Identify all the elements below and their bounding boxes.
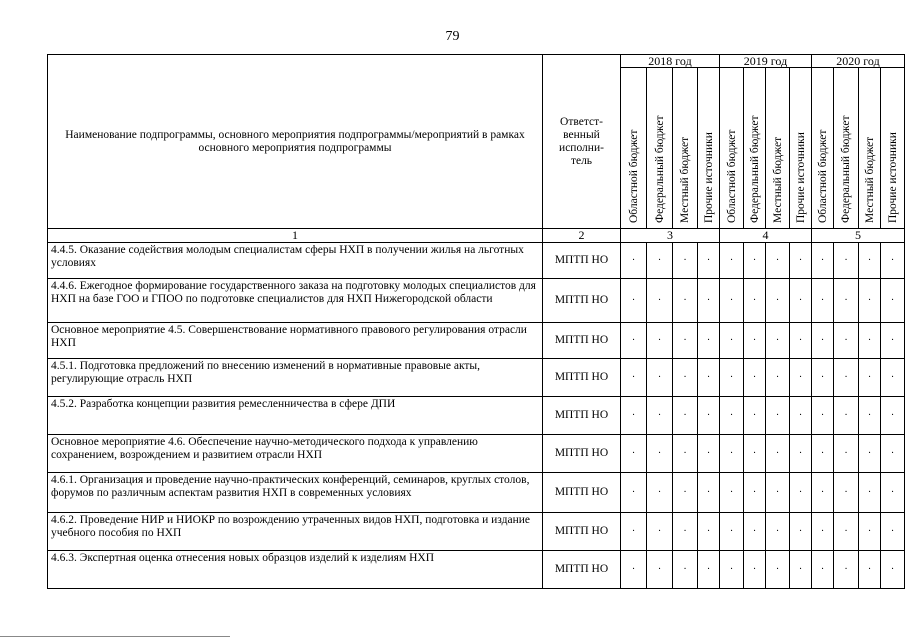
budget-cell: · — [621, 279, 647, 323]
budget-cell: · — [673, 279, 698, 323]
budget-cell: · — [720, 473, 744, 513]
budget-cell: · — [859, 473, 881, 513]
responsible-executor: МПТП НО — [543, 243, 621, 279]
table-row — [48, 279, 905, 323]
page-bottom-rule — [0, 636, 230, 637]
budget-column-label: Областной бюджет — [725, 129, 738, 223]
activity-name: Основное мероприятие 4.6. Обеспечение научно-методического подхода к управлению сохранением, возрождением и развитием отрасли НХП — [48, 435, 543, 473]
budget-cell: · — [698, 473, 720, 513]
budget-cell: · — [698, 397, 720, 435]
budget-cell: · — [720, 435, 744, 473]
activity-name: 4.6.1. Организация и проведение научно-практических конференций, семинаров, круглых столов, форумов по различным аспектам развития НХП в современных условиях — [48, 473, 543, 513]
budget-cell: · — [744, 513, 766, 551]
budget-column-header — [766, 68, 790, 229]
budget-cell: · — [744, 243, 766, 279]
budget-cell: · — [790, 243, 812, 279]
budget-cell: · — [720, 279, 744, 323]
budget-cell: · — [698, 279, 720, 323]
budget-cell: · — [673, 359, 698, 397]
budget-column-label: Местный бюджет — [679, 136, 691, 223]
budget-cell: · — [766, 397, 790, 435]
budget-column-label: Федеральный бюджет — [840, 115, 852, 223]
activity-name: 4.5.1. Подготовка предложений по внесению изменений в нормативные правовые акты, регулирующие отрасль НХП — [48, 359, 543, 397]
table-row — [48, 551, 905, 589]
budget-column-header — [698, 68, 720, 229]
column-number: 5 — [812, 229, 905, 243]
budget-cell: · — [790, 551, 812, 589]
table-row — [48, 359, 905, 397]
responsible-executor: МПТП НО — [543, 279, 621, 323]
budget-cell: · — [647, 435, 673, 473]
table-row — [48, 435, 905, 473]
budget-cell: · — [698, 243, 720, 279]
year-header: 2020 год — [812, 55, 905, 68]
budget-cell: · — [766, 513, 790, 551]
budget-cell: · — [790, 323, 812, 359]
budget-column-label: Местный бюджет — [863, 136, 876, 223]
budget-cell: · — [812, 279, 834, 323]
responsible-executor: МПТП НО — [543, 513, 621, 551]
budget-cell: · — [834, 359, 859, 397]
budget-cell: · — [698, 359, 720, 397]
budget-column-header — [790, 68, 812, 229]
budget-cell: · — [834, 513, 859, 551]
budget-cell: · — [859, 435, 881, 473]
budget-cell: · — [647, 279, 673, 323]
budget-cell: · — [621, 243, 647, 279]
budget-column-header — [812, 68, 834, 229]
budget-cell: · — [812, 397, 834, 435]
budget-column-header — [720, 68, 744, 229]
budget-cell: · — [790, 435, 812, 473]
budget-cell: · — [647, 397, 673, 435]
budget-column-label: Областной бюджет — [816, 129, 829, 223]
budget-cell: · — [621, 323, 647, 359]
budget-column-header — [647, 68, 673, 229]
budget-cell: · — [647, 513, 673, 551]
budget-cell: · — [744, 435, 766, 473]
budget-column-header — [621, 68, 647, 229]
budget-cell: · — [720, 243, 744, 279]
budget-cell: · — [766, 473, 790, 513]
program-table — [47, 54, 905, 589]
table-row — [48, 513, 905, 551]
responsible-executor: МПТП НО — [543, 359, 621, 397]
year-header: 2019 год — [720, 55, 812, 68]
budget-cell: · — [673, 397, 698, 435]
budget-column-header — [834, 68, 859, 229]
budget-cell: · — [766, 551, 790, 589]
budget-cell: · — [812, 323, 834, 359]
budget-cell: · — [881, 473, 905, 513]
budget-cell: · — [859, 243, 881, 279]
budget-cell: · — [812, 359, 834, 397]
budget-cell: · — [698, 435, 720, 473]
budget-cell: · — [673, 435, 698, 473]
column-number: 4 — [720, 229, 812, 243]
table-row — [48, 323, 905, 359]
activity-name: 4.6.3. Экспертная оценка отнесения новых образцов изделий к изделиям НХП — [48, 551, 543, 589]
budget-cell: · — [673, 323, 698, 359]
budget-cell: · — [621, 551, 647, 589]
budget-cell: · — [812, 551, 834, 589]
budget-cell: · — [859, 359, 881, 397]
budget-cell: · — [881, 513, 905, 551]
page-number: 79 — [445, 29, 460, 44]
budget-cell: · — [812, 513, 834, 551]
budget-column-header — [744, 68, 766, 229]
budget-cell: · — [790, 279, 812, 323]
budget-column-label: Федеральный бюджет — [653, 115, 666, 223]
budget-cell: · — [621, 397, 647, 435]
budget-cell: · — [834, 397, 859, 435]
activity-name: 4.4.6. Ежегодное формирование государственного заказа на подготовку молодых специалистов для НХП на базе ГОО и ГПОО по подготовке специалистов для НХП Нижегородской области — [48, 279, 543, 323]
budget-cell: · — [834, 323, 859, 359]
budget-column-label: Областной бюджет — [627, 129, 640, 223]
budget-cell: · — [859, 551, 881, 589]
budget-cell: · — [859, 323, 881, 359]
budget-column-label: Прочие источники — [886, 132, 899, 223]
budget-cell: · — [720, 323, 744, 359]
responsible-executor: МПТП НО — [543, 323, 621, 359]
budget-cell: · — [621, 513, 647, 551]
budget-cell: · — [673, 513, 698, 551]
budget-column-header — [881, 68, 905, 229]
budget-cell: · — [881, 551, 905, 589]
budget-cell: · — [673, 473, 698, 513]
budget-cell: · — [698, 513, 720, 551]
budget-cell: · — [698, 323, 720, 359]
header-responsible-cell — [543, 55, 621, 229]
budget-cell: · — [812, 473, 834, 513]
budget-cell: · — [720, 359, 744, 397]
budget-cell: · — [790, 359, 812, 397]
budget-cell: · — [744, 397, 766, 435]
budget-cell: · — [859, 513, 881, 551]
budget-cell: · — [881, 243, 905, 279]
budget-cell: · — [744, 359, 766, 397]
responsible-executor: МПТП НО — [543, 473, 621, 513]
budget-cell: · — [790, 513, 812, 551]
budget-cell: · — [720, 397, 744, 435]
budget-cell: · — [766, 323, 790, 359]
budget-cell: · — [834, 279, 859, 323]
budget-column-header — [859, 68, 881, 229]
budget-cell: · — [881, 397, 905, 435]
header-name-cell — [48, 55, 543, 229]
budget-cell: · — [673, 243, 698, 279]
budget-column-label: Федеральный бюджет — [748, 115, 761, 223]
budget-cell: · — [647, 473, 673, 513]
budget-cell: · — [673, 551, 698, 589]
budget-cell: · — [744, 551, 766, 589]
budget-column-label: Прочие источники — [702, 132, 715, 223]
budget-cell: · — [698, 551, 720, 589]
budget-cell: · — [834, 473, 859, 513]
budget-cell: · — [766, 279, 790, 323]
activity-name: 4.6.2. Проведение НИР и НИОКР по возрождению утраченных видов НХП, подготовка и издание учебного пособия по НХП — [48, 513, 543, 551]
budget-cell: · — [766, 435, 790, 473]
column-number: 1 — [48, 229, 543, 243]
budget-cell: · — [647, 551, 673, 589]
activity-name: Основное мероприятие 4.5. Совершенствование нормативного правового регулирования отрасли НХП — [48, 323, 543, 359]
budget-column-label: Прочие источники — [794, 132, 807, 223]
budget-cell: · — [790, 473, 812, 513]
budget-column-label: Местный бюджет — [771, 136, 784, 223]
year-header: 2018 год — [621, 55, 720, 68]
budget-cell: · — [720, 513, 744, 551]
budget-cell: · — [744, 279, 766, 323]
header-responsible-text: Ответст- венный исполни- тель — [559, 115, 604, 167]
budget-column-header — [673, 68, 698, 229]
budget-cell: · — [834, 435, 859, 473]
activity-name: 4.5.2. Разработка концепции развития ремесленничества в сфере ДПИ — [48, 397, 543, 435]
table-row — [48, 243, 905, 279]
table-row — [48, 473, 905, 513]
budget-cell: · — [881, 323, 905, 359]
budget-cell: · — [766, 243, 790, 279]
budget-cell: · — [647, 359, 673, 397]
budget-cell: · — [621, 435, 647, 473]
activity-name: 4.4.5. Оказание содействия молодым специалистам сферы НХП в получении жилья на льготных условиях — [48, 243, 543, 279]
budget-cell: · — [647, 323, 673, 359]
column-number: 3 — [621, 229, 720, 243]
budget-cell: · — [881, 359, 905, 397]
responsible-executor: МПТП НО — [543, 551, 621, 589]
budget-cell: · — [766, 359, 790, 397]
budget-cell: · — [881, 435, 905, 473]
responsible-executor: МПТП НО — [543, 397, 621, 435]
budget-cell: · — [744, 473, 766, 513]
budget-cell: · — [720, 551, 744, 589]
budget-cell: · — [621, 473, 647, 513]
budget-cell: · — [744, 323, 766, 359]
budget-cell: · — [859, 397, 881, 435]
budget-cell: · — [812, 243, 834, 279]
budget-cell: · — [834, 551, 859, 589]
budget-cell: · — [812, 435, 834, 473]
budget-cell: · — [834, 243, 859, 279]
table-row — [48, 397, 905, 435]
column-number: 2 — [543, 229, 621, 243]
budget-cell: · — [790, 397, 812, 435]
budget-cell: · — [647, 243, 673, 279]
header-name-text: Наименование подпрограммы, основного мероприятия подпрограммы/мероприятий в рамках основного мероприятия подпрограммы — [65, 128, 525, 154]
budget-cell: · — [621, 359, 647, 397]
budget-cell: · — [881, 279, 905, 323]
responsible-executor: МПТП НО — [543, 435, 621, 473]
budget-cell: · — [859, 279, 881, 323]
